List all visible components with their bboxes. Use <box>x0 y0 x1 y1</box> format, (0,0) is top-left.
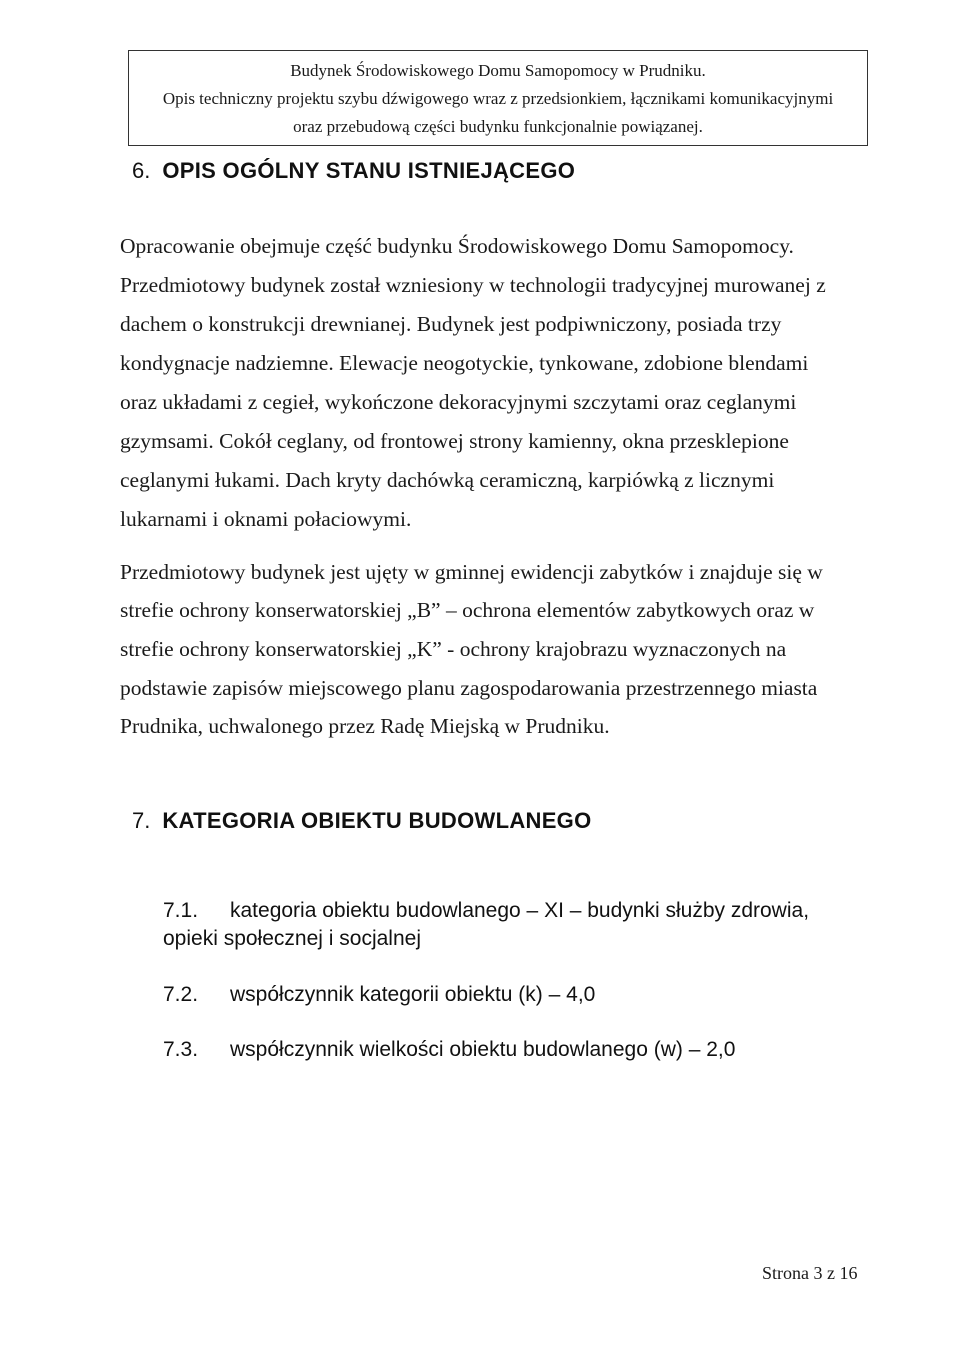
paragraph-2-line-5: Prudnika, uchwalonego przez Radę Miejską w Prudniku. <box>120 714 610 738</box>
paragraph-2-line-1: Przedmiotowy budynek jest ujęty w gminnej ewidencji zabytków i znajduje się w <box>120 560 823 584</box>
item-7-2-text: współczynnik kategorii obiektu (k) – 4,0 <box>230 983 596 1006</box>
section-7-title: KATEGORIA OBIEKTU BUDOWLANEGO <box>162 808 592 833</box>
paragraph-1-line-2: Przedmiotowy budynek został wzniesiony w technologii tradycyjnej murowanej z <box>120 273 826 297</box>
item-7-1-text-line-1: kategoria obiektu budowlanego – XI – budynki służby zdrowia, <box>230 899 810 922</box>
item-7-3-number: 7.3. <box>163 1038 199 1061</box>
item-7-1-number: 7.1. <box>163 899 199 922</box>
paragraph-2-line-2: strefie ochrony konserwatorskiej „B” – ochrona elementów zabytkowych oraz w <box>120 598 815 622</box>
section-7-heading <box>132 808 592 834</box>
paragraph-2-line-3: strefie ochrony konserwatorskiej „K” - ochrony krajobrazu wyznaczonych na <box>120 637 787 661</box>
item-7-3-text: współczynnik wielkości obiektu budowlanego (w) – 2,0 <box>230 1038 736 1061</box>
paragraph-1-line-8: lukarnami i oknami połaciowymi. <box>120 507 412 531</box>
paragraph-2-line-4: podstawie zapisów miejscowego planu zagospodarowania przestrzennego miasta <box>120 676 818 700</box>
paragraph-1-line-3: dachem o konstrukcji drewnianej. Budynek jest podpiwniczony, posiada trzy <box>120 312 782 336</box>
document-header <box>128 50 868 146</box>
section-6-number: 6. <box>132 158 151 183</box>
paragraph-1-line-5: oraz układami z cegieł, wykończone dekoracyjnymi szczytami oraz ceglanymi <box>120 390 797 414</box>
item-7-2-number: 7.2. <box>163 983 199 1006</box>
paragraph-1-line-6: gzymsami. Cokół ceglany, od frontowej strony kamienny, okna przesklepione <box>120 429 789 453</box>
section-6-title: OPIS OGÓLNY STANU ISTNIEJĄCEGO <box>162 158 576 183</box>
paragraph-1-line-4: kondygnacje nadziemne. Elewacje neogotyckie, tynkowane, zdobione blendami <box>120 351 809 375</box>
header-line-1: Budynek Środowiskowego Domu Samopomocy w Prudniku. <box>290 61 706 80</box>
paragraph-1-line-1: Opracowanie obejmuje część budynku Środowiskowego Domu Samopomocy. <box>120 234 794 258</box>
page-number-footer: Strona 3 z 16 <box>762 1263 858 1283</box>
item-7-1-text-line-2: opieki społecznej i socjalnej <box>163 927 421 950</box>
paragraph-1-line-7: ceglanymi łukami. Dach kryty dachówką ceramiczną, karpiówką z licznymi <box>120 468 775 492</box>
header-line-3: oraz przebudową części budynku funkcjonalnie powiązanej. <box>293 117 703 136</box>
header-line-2: Opis techniczny projektu szybu dźwigowego wraz z przedsionkiem, łącznikami komunikacyjnymi <box>162 89 834 108</box>
section-7-number: 7. <box>132 808 151 833</box>
section-6-heading <box>132 158 575 184</box>
